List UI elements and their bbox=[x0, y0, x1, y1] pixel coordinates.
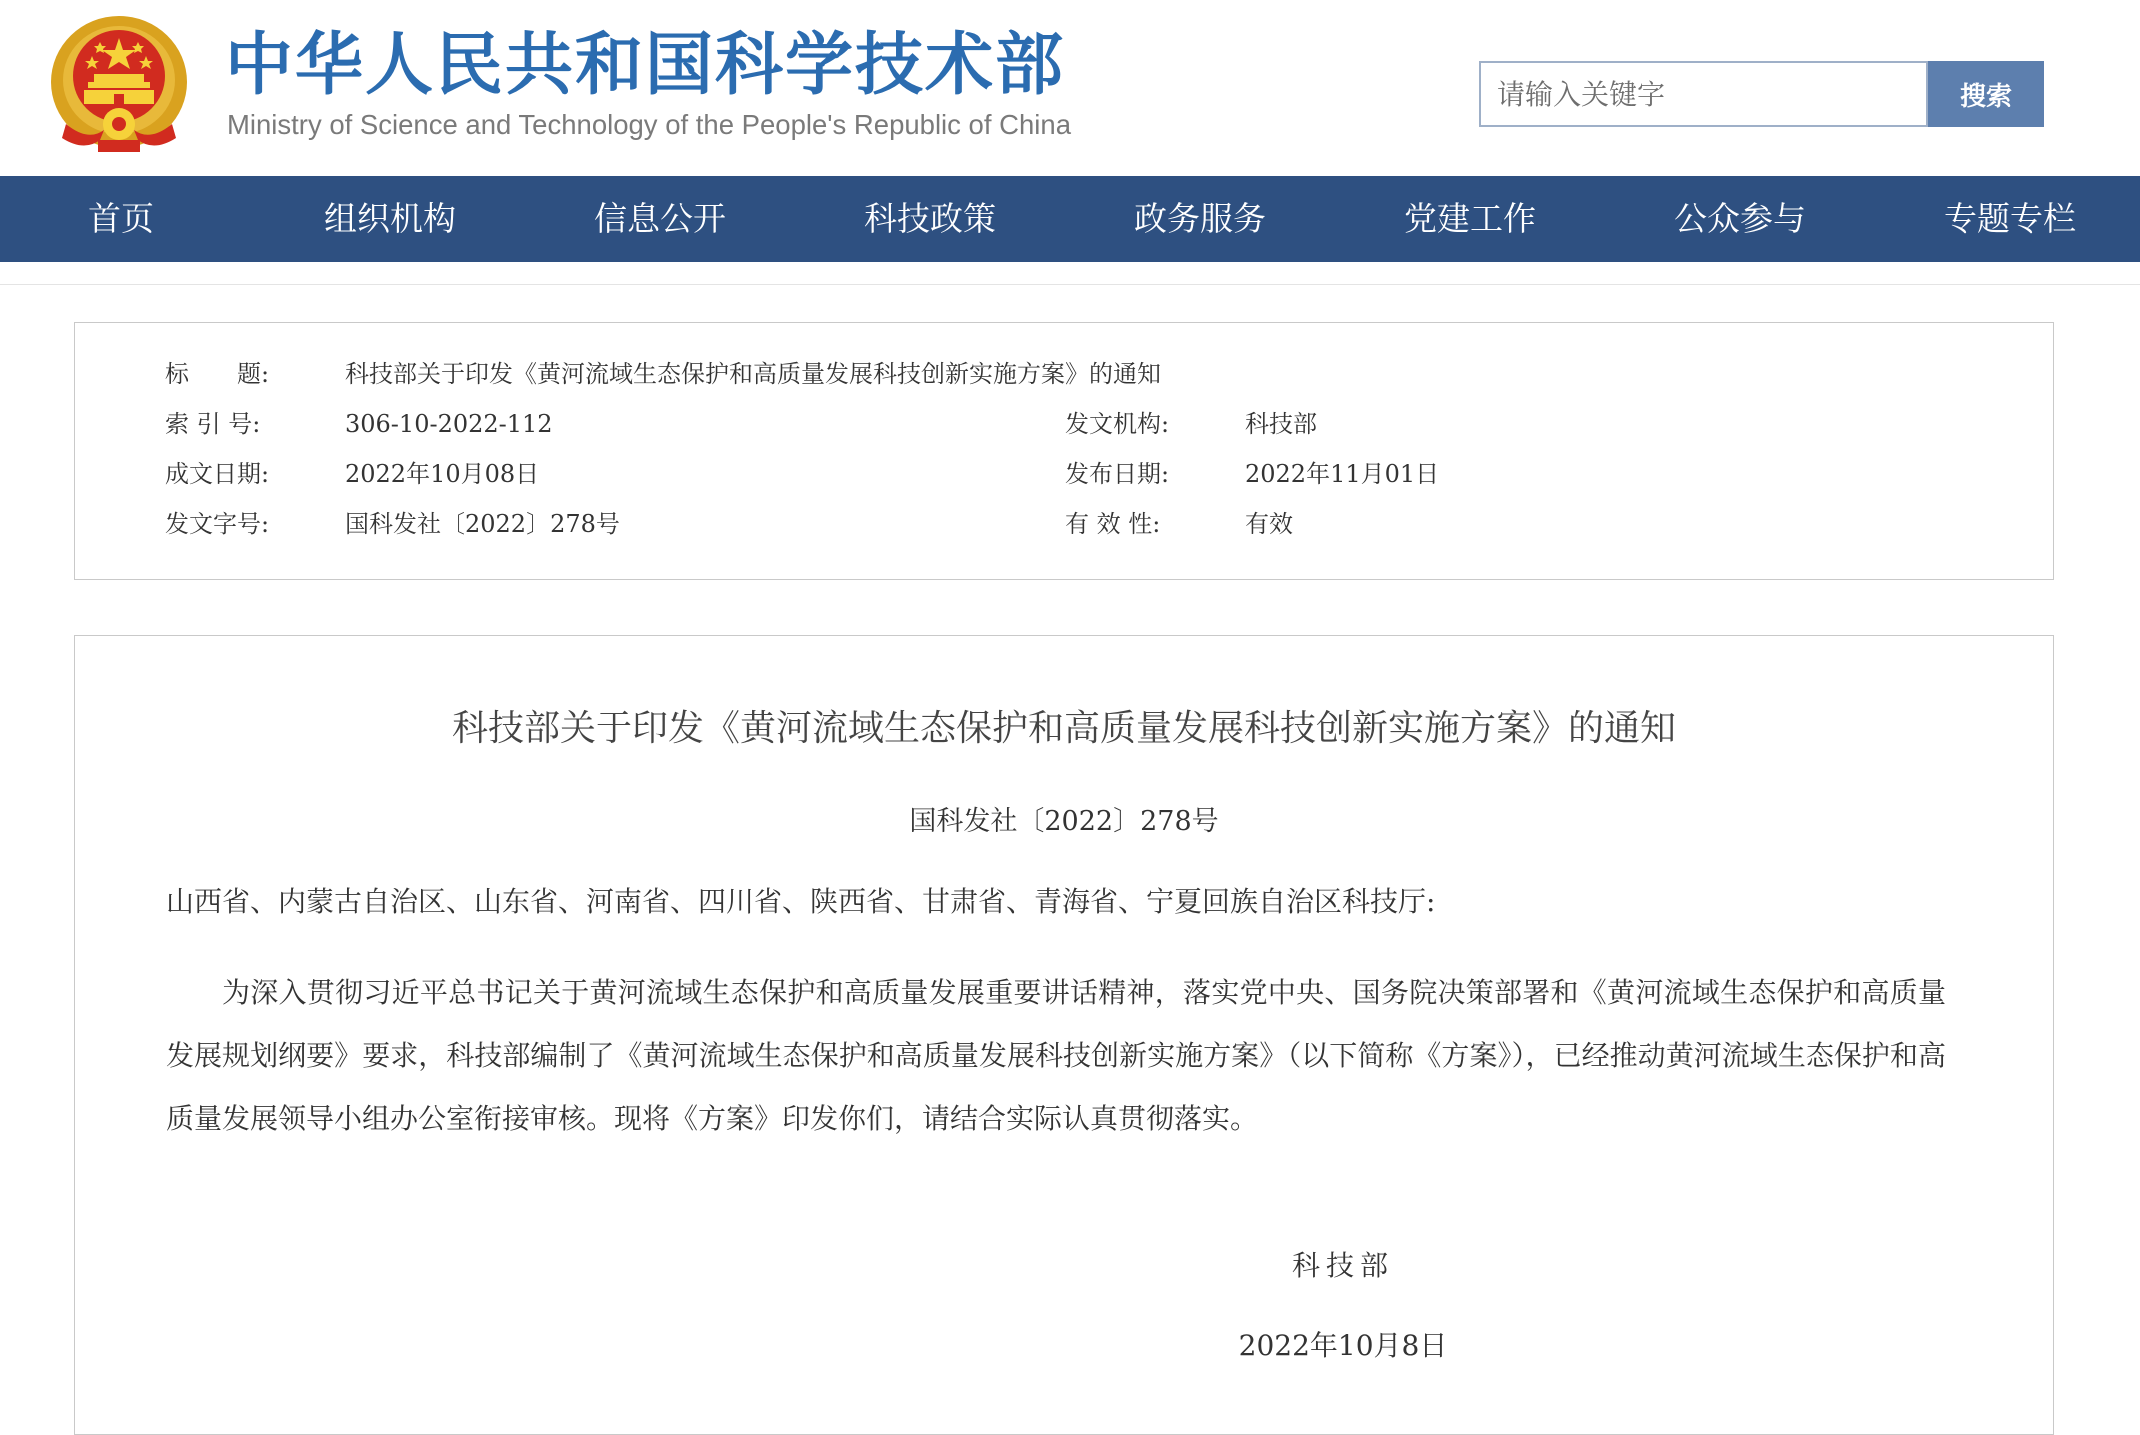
main-nav bbox=[0, 176, 2140, 262]
search-button[interactable]: 搜索 bbox=[1928, 61, 2044, 127]
meta-title-label: 标 题: bbox=[165, 360, 270, 388]
meta-written-date-label: 成文日期: bbox=[165, 460, 270, 488]
nav-item-public[interactable]: 公众参与 bbox=[1674, 199, 1806, 238]
meta-publish-date-value: 2022年11月01日 bbox=[1245, 460, 1440, 488]
meta-doc-no-label: 发文字号: bbox=[165, 510, 270, 538]
meta-issuer-label: 发文机构: bbox=[1065, 410, 1170, 438]
document-metadata bbox=[74, 322, 2054, 580]
site-header bbox=[0, 0, 2140, 176]
search-input[interactable] bbox=[1479, 61, 1928, 127]
site-title: 中华人民共和国科学技术部 bbox=[225, 26, 1066, 105]
meta-index-value: 306-10-2022-112 bbox=[345, 410, 553, 438]
addressee: 山西省、内蒙古自治区、山东省、河南省、四川省、陕西省、甘肃省、青海省、宁夏回族自治区科技厅: bbox=[166, 885, 1436, 918]
meta-issuer-value: 科技部 bbox=[1245, 410, 1317, 438]
meta-doc-no-value: 国科发社〔2022〕278号 bbox=[345, 510, 620, 538]
body-paragraph: 为深入贯彻习近平总书记关于黄河流域生态保护和高质量发展重要讲话精神，落实党中央、国务院决策部署和《黄河流域生态保护和高质量发展规划纲要》要求，科技部编制了《黄河流域生态保护和高质量发展科技创新实施方案》（以下简称《方案》），已经推动黄河流域生态保护和高质量发展领导小组办公室衔接审核。现将《方案》印发你们，请结合实际认真贯彻落实。 bbox=[166, 976, 1946, 1135]
national-emblem-icon[interactable] bbox=[48, 12, 190, 157]
nav-item-topics[interactable]: 专题专栏 bbox=[1944, 199, 2076, 238]
nav-item-disclosure[interactable]: 信息公开 bbox=[594, 199, 726, 238]
article bbox=[74, 635, 2054, 1435]
document-number: 国科发社〔2022〕278号 bbox=[909, 806, 1219, 837]
signatory: 科技部 bbox=[1291, 1249, 1394, 1282]
article-title: 科技部关于印发《黄河流域生态保护和高质量发展科技创新实施方案》的通知 bbox=[451, 708, 1676, 749]
meta-title-value: 科技部关于印发《黄河流域生态保护和高质量发展科技创新实施方案》的通知 bbox=[345, 360, 1161, 388]
nav-item-services[interactable]: 政务服务 bbox=[1134, 199, 1266, 238]
nav-item-organization[interactable]: 组织机构 bbox=[324, 199, 456, 238]
nav-item-policy[interactable]: 科技政策 bbox=[864, 199, 996, 238]
meta-validity-value: 有效 bbox=[1245, 510, 1293, 538]
site-subtitle: Ministry of Science and Technology of the People's Republic of China bbox=[227, 109, 1071, 140]
meta-written-date-value: 2022年10月08日 bbox=[345, 460, 540, 488]
meta-index-label: 索 引 号: bbox=[165, 410, 261, 438]
meta-validity-label: 有 效 性: bbox=[1065, 510, 1161, 538]
divider bbox=[0, 284, 2140, 285]
nav-item-home[interactable]: 首页 bbox=[88, 199, 154, 238]
nav-item-party[interactable]: 党建工作 bbox=[1404, 199, 1536, 238]
meta-publish-date-label: 发布日期: bbox=[1065, 460, 1170, 488]
sign-date: 2022年10月8日 bbox=[1238, 1329, 1448, 1362]
